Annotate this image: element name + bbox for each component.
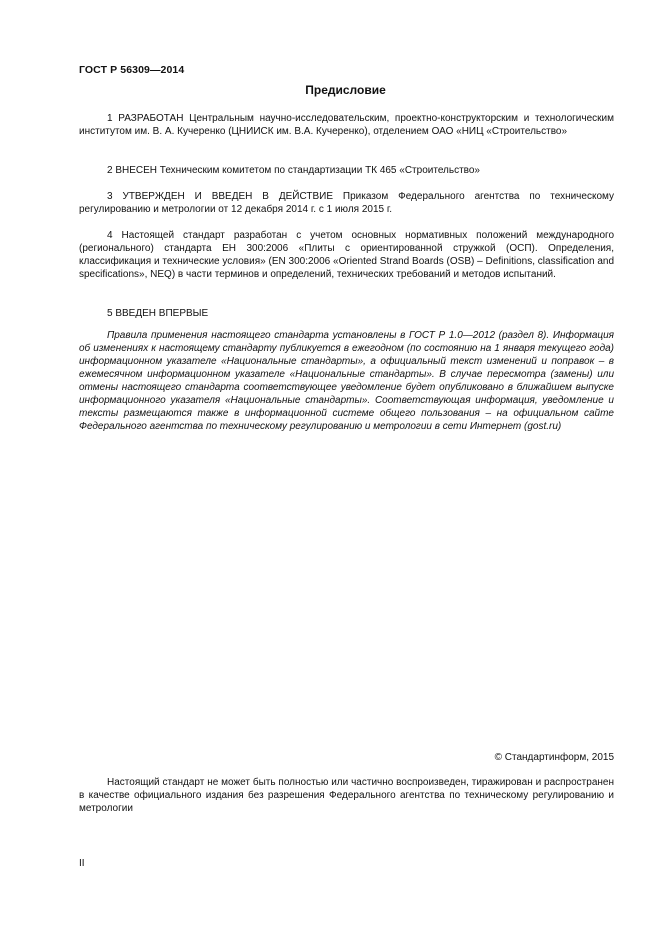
reproduction-notice: Настоящий стандарт не может быть полностью или частично воспроизведен, тиражирован и распространен в качестве официального издания без разрешения Федерального агентства по техническому регулированию и метрологии	[79, 777, 614, 814]
paragraph-approved: 3 УТВЕРЖДЕН И ВВЕДЕН В ДЕЙСТВИЕ Приказом Федерального агентства по техническому регулированию и метрологии от 12 декабря 2014 г. с 1 июля 2015 г.	[79, 191, 614, 215]
standard-code: ГОСТ Р 56309—2014	[79, 64, 185, 76]
paragraph-developed: 1 РАЗРАБОТАН Центральным научно-исследовательским, проектно-конструкторским и технологическим институтом им. В. А. Кучеренко (ЦНИИСК им. В.А. Кучеренко), отделением ОАО «НИЦ «Строительство»	[79, 113, 614, 137]
paragraph-first-time: 5 ВВЕДЕН ВПЕРВЫЕ	[107, 308, 209, 319]
paragraph-introduced: 2 ВНЕСЕН Техническим комитетом по стандартизации ТК 465 «Строительство»	[107, 165, 480, 176]
copyright-line: © Стандартинформ, 2015	[494, 752, 614, 763]
page-title: Предисловие	[305, 83, 386, 97]
paragraph-basis: 4 Настоящей стандарт разработан с учетом основных нормативных положений международного (регионального) стандарта ЕН 300:2006 «Плиты с ориентированной стружкой (ОСП). Определения, классификация и технические условия» (EN 300:2006 «Oriented Strand Boards (OSB) – Definitions, classification and specifications», NEQ) в части терминов и определений, технических требований и методов испытаний.	[79, 230, 614, 280]
page-number: II	[79, 858, 85, 869]
paragraph-rules: Правила применения настоящего стандарта установлены в ГОСТ Р 1.0—2012 (раздел 8). Информация об изменениях к настоящему стандарту публикуется в ежегодном (по состоянию на 1 января текущего года) информационном указателе «Национальные стандарты», а официальный текст изменений и поправок – в ежемесячном информационном указателе «Национальные стандарты». В случае пересмотра (замены) или отмены настоящего стандарта соответствующее уведомление будет опубликовано в ближайшем выпуске информационного указателя «Национальные стандарты». Соответствующая информация, уведомление и тексты размещаются также в информационной системе общего пользования – на официальном сайте Федерального агентства по техническому регулированию и метрологии в сети Интернет (gost.ru)	[79, 330, 614, 432]
